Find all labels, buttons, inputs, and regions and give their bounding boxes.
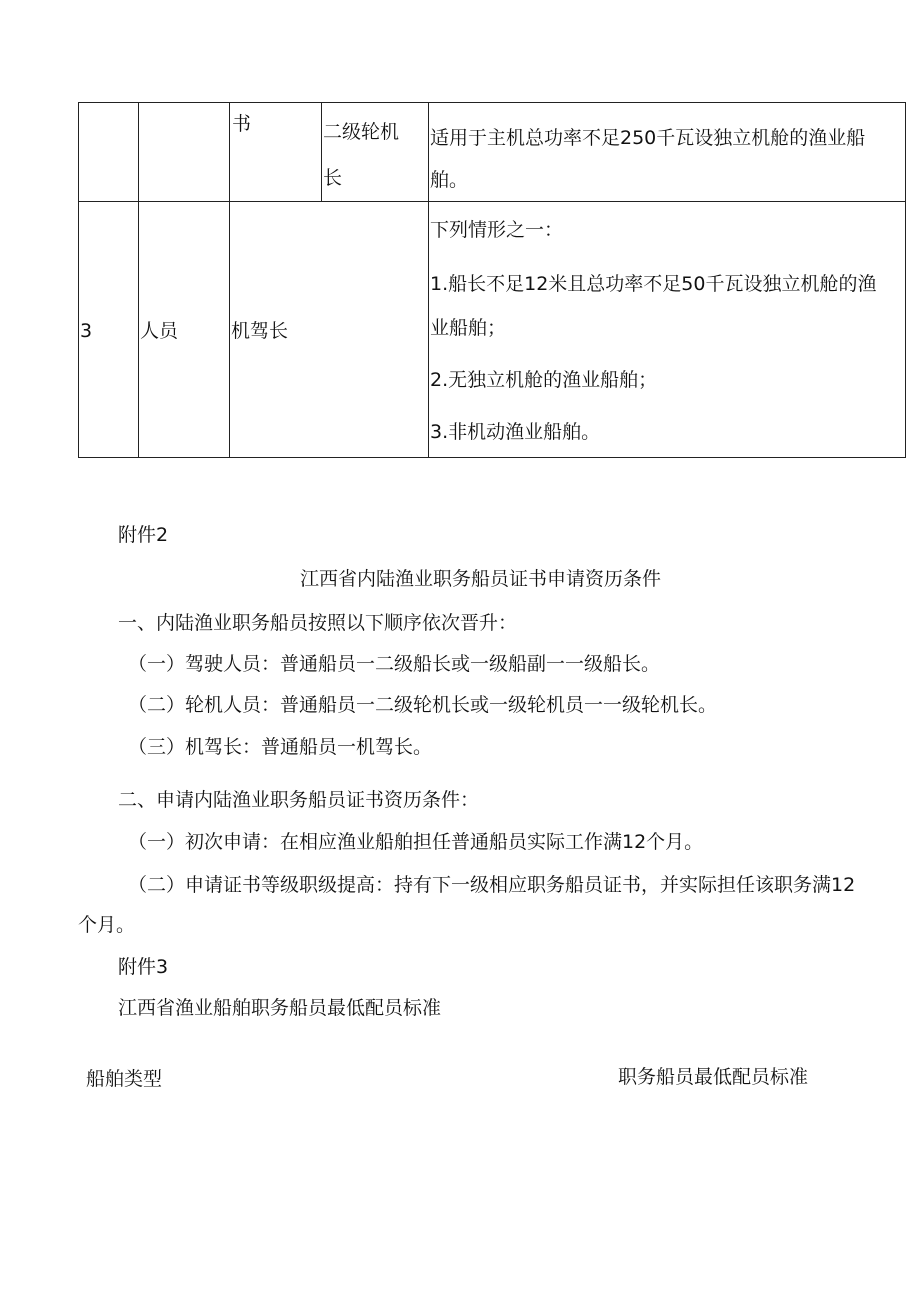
row1-col5-line1: 适用于主机总功率不足250千瓦设独立机舱的渔业船: [430, 127, 866, 149]
section2-item-1: （一）初次申请：在相应渔业船舶担任普通船员实际工作满12个月。: [128, 831, 704, 853]
column-ship-type: 船舶类型: [86, 1068, 163, 1090]
table-top-border: [78, 102, 906, 103]
section1-item-3: （三）机驾长：普通船员一机驾长。: [128, 736, 433, 758]
section2-item-2-line1: （二）申请证书等级职级提高：持有下一级相应职务船员证书，并实际担任该职务满12: [128, 874, 856, 896]
table-left-border: [78, 102, 79, 458]
table-row-divider: [78, 201, 906, 202]
row2-number: 3: [80, 320, 93, 342]
row2-col5-line1: 下列情形之一：: [430, 219, 564, 241]
row1-col3-text: 书: [232, 113, 252, 135]
table-right-border: [905, 102, 906, 458]
row2-col3-text: 机驾长: [231, 320, 289, 342]
table-bottom-border: [78, 457, 906, 458]
attachment2-title: 江西省内陆渔业职务船员证书申请资历条件: [300, 568, 662, 590]
row2-col2-text: 人员: [140, 320, 179, 342]
row1-col4-line1: 二级轮机: [323, 121, 400, 143]
section1-heading: 一、内陆渔业职务船员按照以下顺序依次晋升：: [118, 612, 518, 634]
attachment2-label: 附件2: [118, 524, 169, 546]
table-col-divider-2: [229, 102, 230, 458]
row2-col5-line3: 业船舶；: [430, 317, 507, 339]
table-col-divider-1: [138, 102, 139, 458]
table-col-divider-4: [428, 102, 429, 458]
row1-col5-line2: 舶。: [430, 169, 469, 191]
qualification-table: [78, 102, 906, 458]
row2-col5-line5: 3.非机动渔业船舶。: [430, 421, 601, 443]
attachment3-label: 附件3: [118, 956, 169, 978]
column-crew-standard: 职务船员最低配员标准: [618, 1066, 809, 1088]
row2-col5-line4: 2.无独立机舱的渔业船舶；: [430, 369, 658, 391]
row2-col5-line2: 1.船长不足12米且总功率不足50千瓦设独立机舱的渔: [430, 273, 877, 295]
row1-col4-line2: 长: [323, 167, 343, 189]
section1-item-1: （一）驾驶人员：普通船员一二级船长或一级船副一一级船长。: [128, 653, 661, 675]
section1-item-2: （二）轮机人员：普通船员一二级轮机长或一级轮机员一一级轮机长。: [128, 694, 718, 716]
section2-heading: 二、申请内陆渔业职务船员证书资历条件：: [118, 789, 480, 811]
attachment3-title: 江西省渔业船舶职务船员最低配员标准: [118, 997, 442, 1019]
section2-item-2-line2: 个月。: [78, 914, 136, 936]
table-col-divider-3: [321, 102, 322, 201]
